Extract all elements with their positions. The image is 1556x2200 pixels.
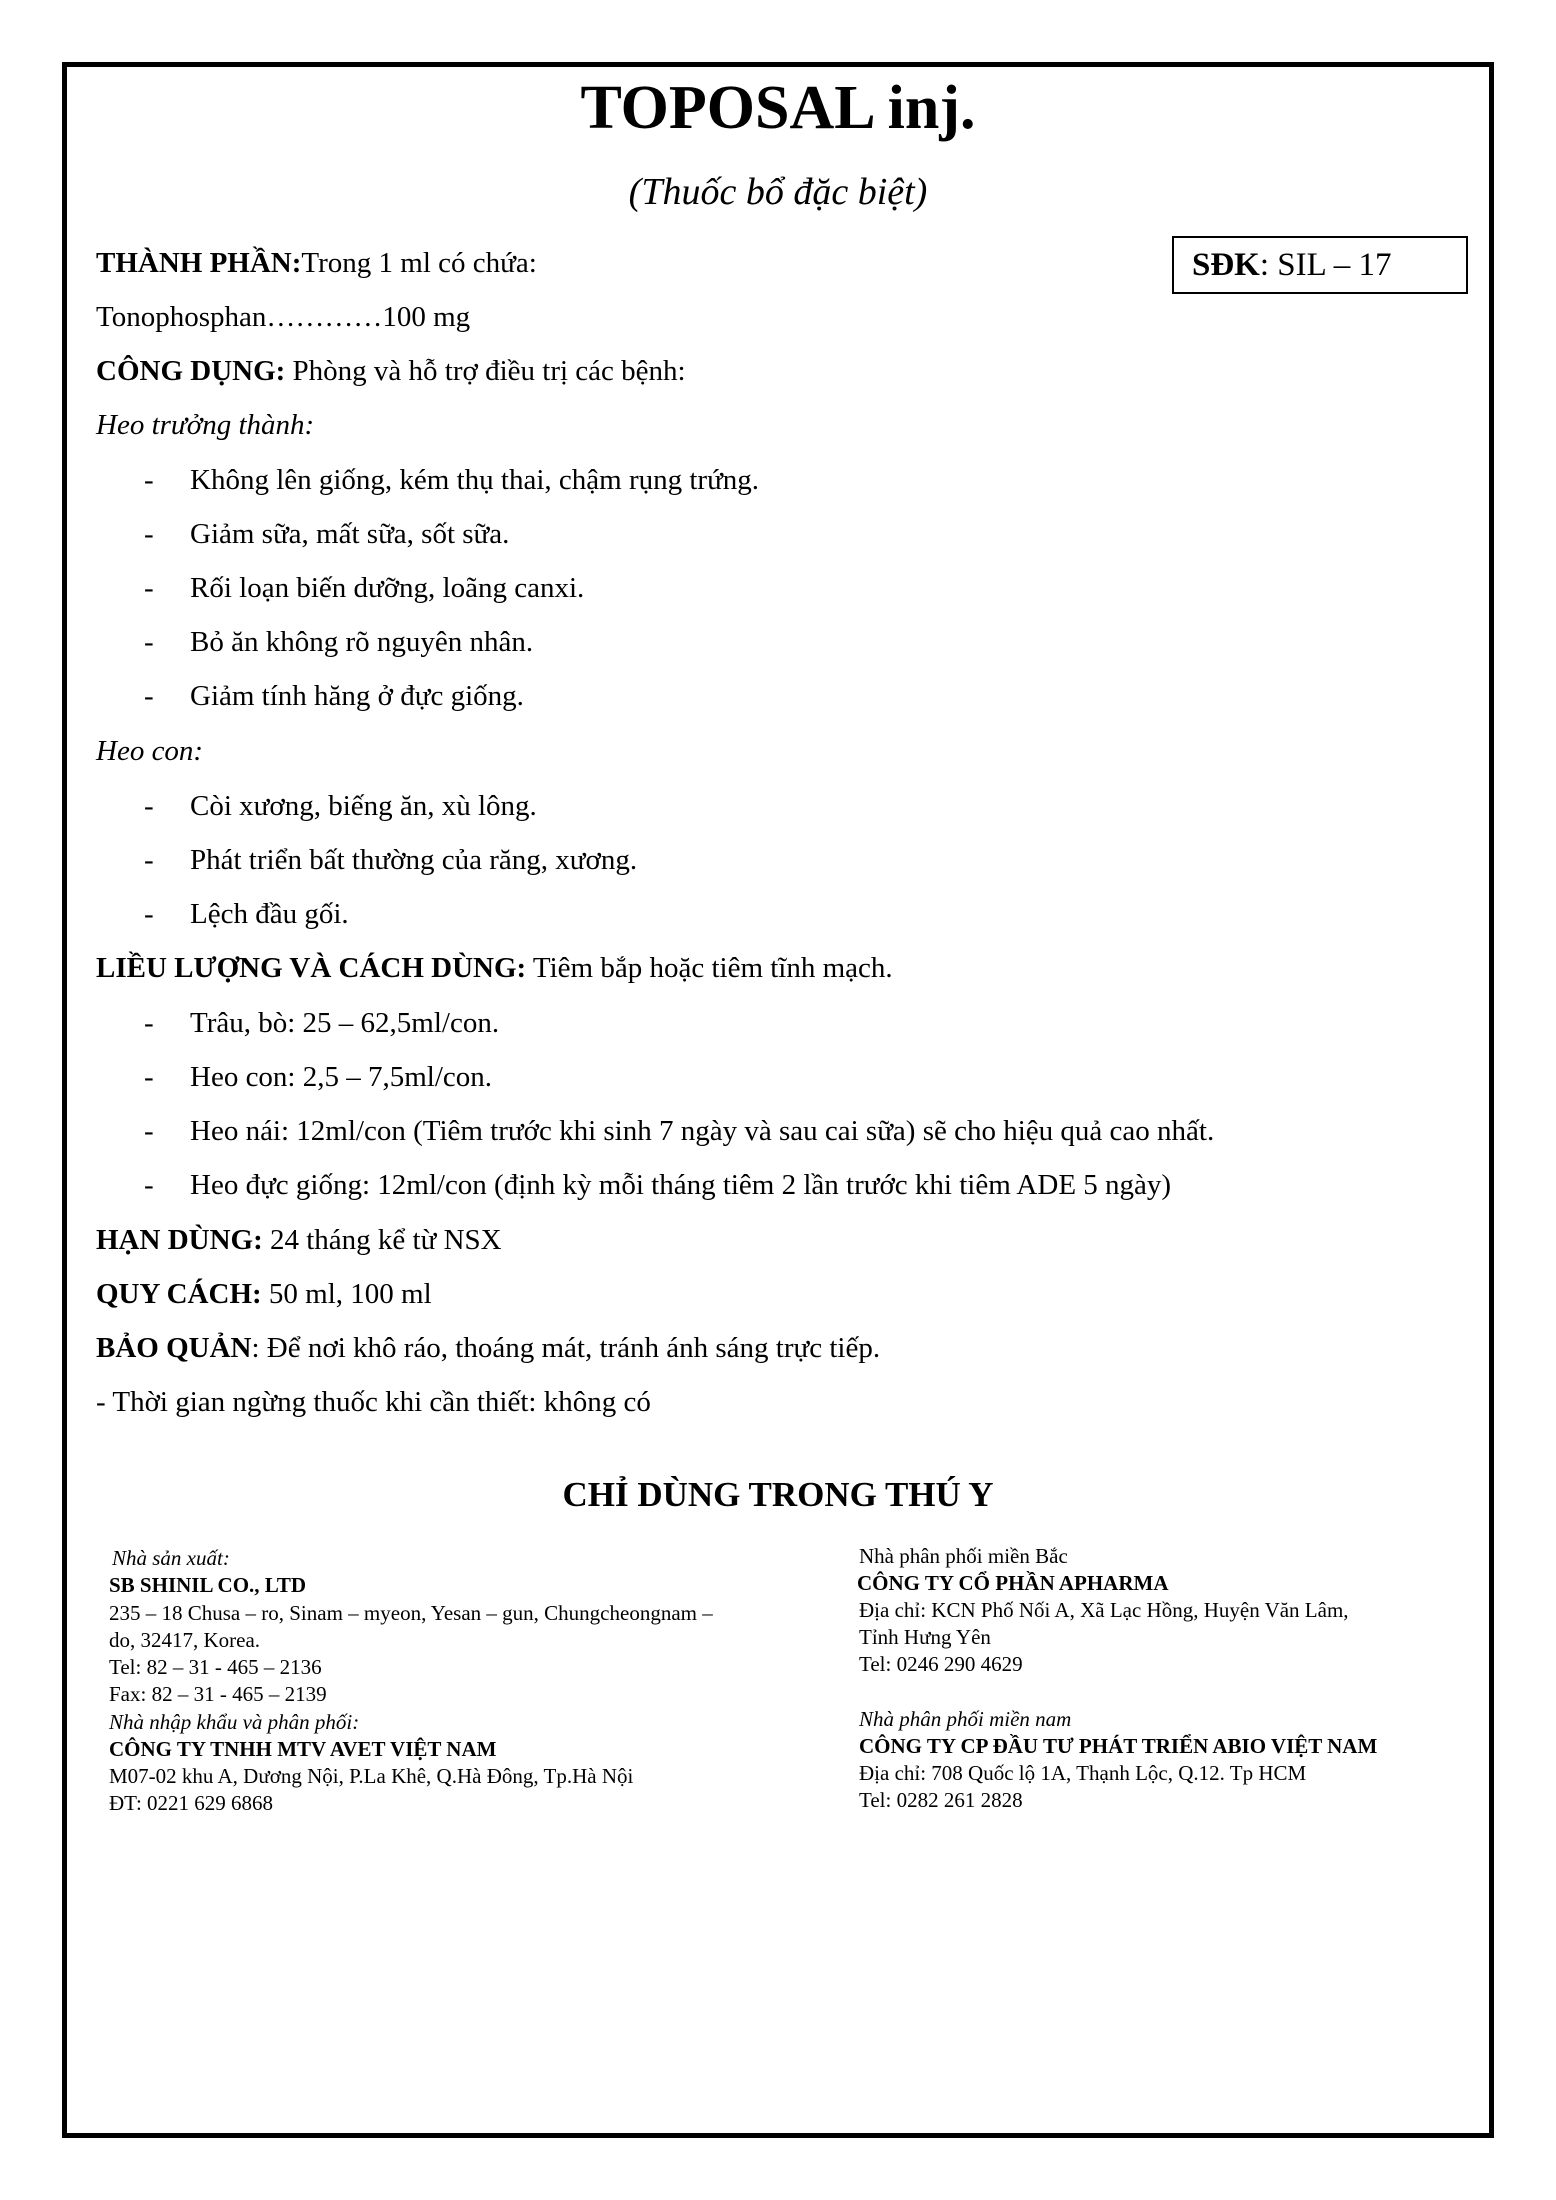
list-item: Heo nái: 12ml/con (Tiêm trước khi sinh 7 ngày và sau cai sữa) sẽ cho hiệu quả cao nhất. <box>190 1115 1215 1147</box>
storage-text: : Để nơi khô ráo, thoáng mát, tránh ánh sáng trực tiếp. <box>251 1332 881 1364</box>
registration-box <box>1172 236 1468 294</box>
withdrawal-line: - Thời gian ngừng thuốc khi cần thiết: không có <box>96 1386 651 1418</box>
list-item: Heo đực giống: 12ml/con (định kỳ mỗi tháng tiêm 2 lần trước khi tiêm ADE 5 ngày) <box>190 1169 1172 1201</box>
list-item: Phát triển bất thường của răng, xương. <box>190 844 638 876</box>
list-item: Giảm sữa, mất sữa, sốt sữa. <box>190 518 510 550</box>
list-bullet: - <box>144 1115 154 1147</box>
list-item: Không lên giống, kém thụ thai, chậm rụng trứng. <box>190 464 760 496</box>
storage-label: BẢO QUẢN <box>96 1332 252 1364</box>
packaging-label: QUY CÁCH: <box>96 1278 262 1310</box>
composition-ingredient: Tonophosphan…………100 mg <box>96 301 471 333</box>
usage-group-title: Heo trưởng thành: <box>96 409 315 441</box>
list-bullet: - <box>144 518 154 550</box>
importer-heading: Nhà nhập khẩu và phân phối: <box>109 1710 360 1734</box>
packaging-line <box>96 1279 432 1311</box>
usage-line <box>96 356 686 388</box>
importer-name: CÔNG TY TNHH MTV AVET VIỆT NAM <box>109 1737 497 1761</box>
list-item: Trâu, bò: 25 – 62,5ml/con. <box>190 1007 500 1039</box>
south-distributor-heading: Nhà phân phối miền nam <box>859 1707 1072 1731</box>
product-title: TOPOSAL inj. <box>580 74 976 142</box>
manufacturer-address: do, 32417, Korea. <box>109 1628 261 1652</box>
importer-address: M07-02 khu A, Dương Nội, P.La Khê, Q.Hà Đông, Tp.Hà Nội <box>109 1764 634 1788</box>
product-subtitle: (Thuốc bổ đặc biệt) <box>628 171 928 213</box>
list-bullet: - <box>144 1061 154 1093</box>
list-item: Giảm tính hăng ở đực giống. <box>190 680 524 712</box>
manufacturer-name: SB SHINIL CO., LTD <box>109 1573 307 1597</box>
list-bullet: - <box>144 790 154 822</box>
list-bullet: - <box>144 464 154 496</box>
list-item: Lệch đầu gối. <box>190 898 349 930</box>
dosage-line <box>96 953 893 985</box>
composition-text: Trong 1 ml có chứa: <box>301 247 537 279</box>
list-bullet: - <box>144 626 154 658</box>
expiry-text: 24 tháng kể từ NSX <box>262 1224 502 1256</box>
list-item: Heo con: 2,5 – 7,5ml/con. <box>190 1061 493 1093</box>
south-distributor-name: CÔNG TY CP ĐẦU TƯ PHÁT TRIỂN ABIO VIỆT NAM <box>859 1734 1378 1758</box>
registration-label: SĐK <box>1192 247 1260 283</box>
north-distributor-address: Địa chỉ: KCN Phố Nối A, Xã Lạc Hồng, Huyện Văn Lâm, <box>859 1598 1349 1622</box>
list-bullet: - <box>144 898 154 930</box>
importer-phone: ĐT: 0221 629 6868 <box>109 1791 274 1815</box>
list-bullet: - <box>144 572 154 604</box>
dosage-label: LIỀU LƯỢNG VÀ CÁCH DÙNG: <box>96 952 527 984</box>
registration-value: : SIL – 17 <box>1259 247 1392 283</box>
list-item: Rối loạn biến dưỡng, loãng canxi. <box>190 572 585 604</box>
usage-group-title: Heo con: <box>96 735 204 767</box>
north-distributor-heading: Nhà phân phối miền Bắc <box>859 1544 1068 1568</box>
list-item: Bỏ ăn không rõ nguyên nhân. <box>190 626 534 658</box>
manufacturer-heading: Nhà sản xuất: <box>112 1546 230 1570</box>
list-item: Còi xương, biếng ăn, xù lông. <box>190 790 537 822</box>
storage-line <box>96 1333 880 1365</box>
list-bullet: - <box>144 1007 154 1039</box>
vet-only-heading: CHỈ DÙNG TRONG THÚ Y <box>562 1475 994 1514</box>
south-distributor-address: Địa chỉ: 708 Quốc lộ 1A, Thạnh Lộc, Q.12. Tp HCM <box>859 1761 1307 1785</box>
manufacturer-address: 235 – 18 Chusa – ro, Sinam – myeon, Yesan – gun, Chungcheongnam – <box>109 1601 713 1625</box>
usage-label: CÔNG DỤNG: <box>96 355 286 387</box>
composition-label: THÀNH PHẦN: <box>96 247 302 279</box>
manufacturer-fax: Fax: 82 – 31 - 465 – 2139 <box>109 1682 327 1706</box>
manufacturer-tel: Tel: 82 – 31 - 465 – 2136 <box>109 1655 322 1679</box>
south-distributor-tel: Tel: 0282 261 2828 <box>859 1788 1023 1812</box>
composition-line <box>96 248 537 280</box>
expiry-label: HẠN DÙNG: <box>96 1224 263 1256</box>
north-distributor-name: CÔNG TY CỔ PHẦN APHARMA <box>857 1571 1169 1595</box>
usage-text: Phòng và hỗ trợ điều trị các bệnh: <box>285 355 686 387</box>
list-bullet: - <box>144 680 154 712</box>
list-bullet: - <box>144 844 154 876</box>
north-distributor-tel: Tel: 0246 290 4629 <box>859 1652 1023 1676</box>
dosage-text: Tiêm bắp hoặc tiêm tĩnh mạch. <box>526 952 893 984</box>
packaging-text: 50 ml, 100 ml <box>261 1278 432 1310</box>
list-bullet: - <box>144 1169 154 1201</box>
north-distributor-address: Tỉnh Hưng Yên <box>859 1625 991 1649</box>
expiry-line <box>96 1225 502 1257</box>
